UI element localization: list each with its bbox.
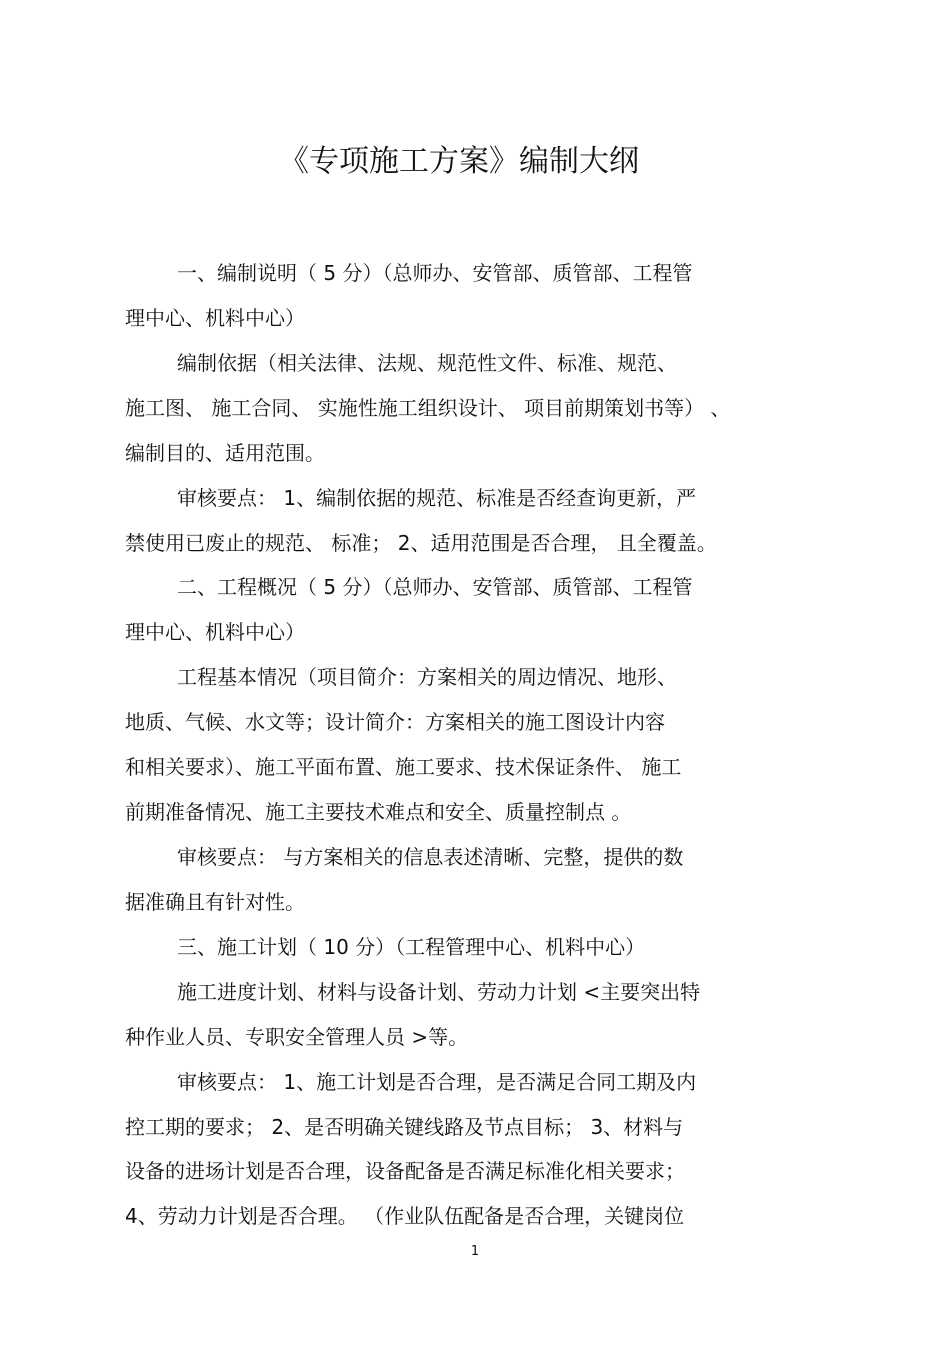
paragraph-line: 工程基本情况（项目简介：方案相关的周边情况、地形、 <box>177 665 677 689</box>
paragraph-line: 施工进度计划、材料与设备计划、劳动力计划 <主要突出特 <box>177 980 701 1004</box>
paragraph-line: 理中心、机料中心） <box>125 306 305 330</box>
paragraph-line: 编制依据（相关法律、法规、规范性文件、标准、规范、 <box>177 351 677 375</box>
review-points-line: 审核要点： 1、编制依据的规范、标准是否经查询更新，严 <box>177 486 697 510</box>
paragraph-line: 禁使用已废止的规范、 标准； 2、适用范围是否合理， 且全覆盖。 <box>125 531 717 555</box>
paragraph-line: 地质、气候、水文等；设计简介：方案相关的施工图设计内容 <box>125 710 665 734</box>
document-title: 《专项施工方案》编制大纲 <box>279 144 639 179</box>
paragraph-line: 理中心、机料中心） <box>125 620 305 644</box>
paragraph-line: 4、劳动力计划是否合理。 （作业队伍配备是否合理，关键岗位 <box>125 1204 685 1228</box>
paragraph-line: 据准确且有针对性。 <box>125 890 305 914</box>
paragraph-line: 编制目的、适用范围。 <box>125 441 325 465</box>
paragraph-line: 施工图、 施工合同、 实施性施工组织设计、 项目前期策划书等） 、 <box>125 396 731 420</box>
review-points-line: 审核要点： 1、施工计划是否合理，是否满足合同工期及内 <box>177 1070 697 1094</box>
heading-section-3: 三、施工计划（ 10 分）（工程管理中心、机料中心） <box>177 935 646 959</box>
paragraph-line: 和相关要求）、施工平面布置、施工要求、技术保证条件、 施工 <box>125 755 682 779</box>
paragraph-line: 控工期的要求； 2、是否明确关键线路及节点目标； 3、材料与 <box>125 1115 684 1139</box>
review-points-line: 审核要点： 与方案相关的信息表述清晰、完整，提供的数 <box>177 845 684 869</box>
paragraph-line: 种作业人员、专职安全管理人员 >等。 <box>125 1025 469 1049</box>
heading-section-1: 一、编制说明（ 5 分）（总师办、安管部、质管部、工程管 <box>177 261 693 285</box>
paragraph-line: 前期准备情况、施工主要技术难点和安全、质量控制点 。 <box>125 800 632 824</box>
page-number: 1 <box>470 1244 480 1259</box>
heading-section-2: 二、工程概况（ 5 分）（总师办、安管部、质管部、工程管 <box>177 575 693 599</box>
paragraph-line: 设备的进场计划是否合理，设备配备是否满足标准化相关要求； <box>125 1159 685 1183</box>
